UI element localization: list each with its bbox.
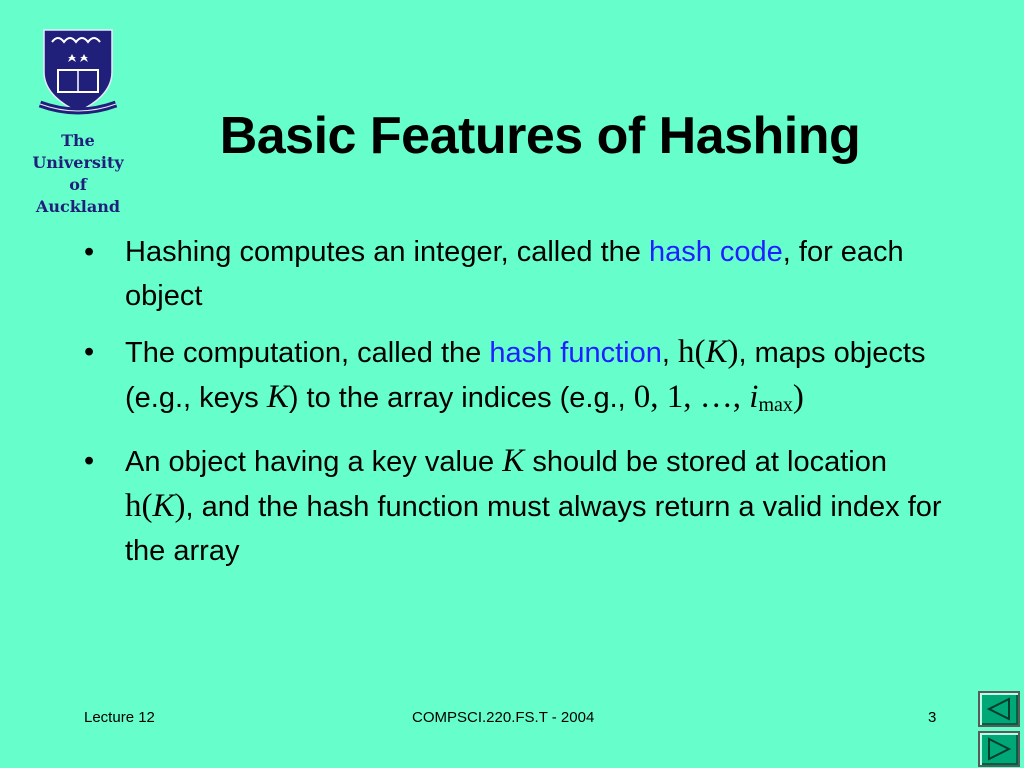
math-expression [634,379,793,415]
footer-lecture: Lecture 12 [84,709,155,726]
bullet-text: , maps objects (e.g., keys [125,337,926,414]
previous-slide-button[interactable] [978,691,1020,727]
bullet-text: , and the hash function must always return a valid index for the array [125,491,942,567]
next-slide-button[interactable] [978,731,1020,767]
bullet-text: ) [792,379,804,415]
triangle-right-icon [986,737,1012,761]
math-variable: i [749,379,759,415]
bullet-item-stored-location [80,439,960,573]
math-variable: K [152,488,175,524]
math-text: h( [125,488,153,524]
math-variable: K [266,379,289,415]
bullet-list [80,230,960,585]
bullet-text: An object having a key value [125,446,503,478]
bullet-text: ) to the array indices (e.g., [288,382,634,414]
university-name [26,130,130,218]
bullet-text: Hashing computes an integer, called the [125,236,649,268]
math-text: 0, 1, …, [633,379,750,415]
math-variable: K [502,443,525,479]
bullet-text: should be stored at location [524,446,888,478]
highlight-term: hash function [489,337,662,369]
math-variable: K [705,334,728,370]
bullet-text: , [661,337,678,369]
triangle-left-icon [986,697,1012,721]
math-text: ) [727,334,739,370]
math-text: h( [677,334,706,370]
math-text: ) [174,488,186,524]
highlight-term: hash code [648,236,783,268]
bullet-icon: • [84,336,95,368]
university-logo [26,26,130,216]
university-crest-icon [38,26,118,116]
math-expression [678,334,739,370]
bullet-text: The computation, called the [125,337,490,369]
math-subscript: max [758,394,793,416]
slide-title: Basic Features of Hashing [219,107,861,165]
footer-page-number: 3 [928,709,937,726]
bullet-icon: • [84,236,95,268]
footer-course: COMPSCI.220.FS.T - 2004 [412,709,595,726]
bullet-icon: • [84,445,95,477]
university-name-line3: of Auckland [35,175,121,216]
bullet-item-hash-function [80,330,960,427]
university-name-line1: The [61,131,95,150]
bullet-item-hash-code [80,230,960,318]
university-name-line2: University [32,153,124,172]
bullet-text: , for each object [125,236,904,312]
math-expression [125,488,186,524]
